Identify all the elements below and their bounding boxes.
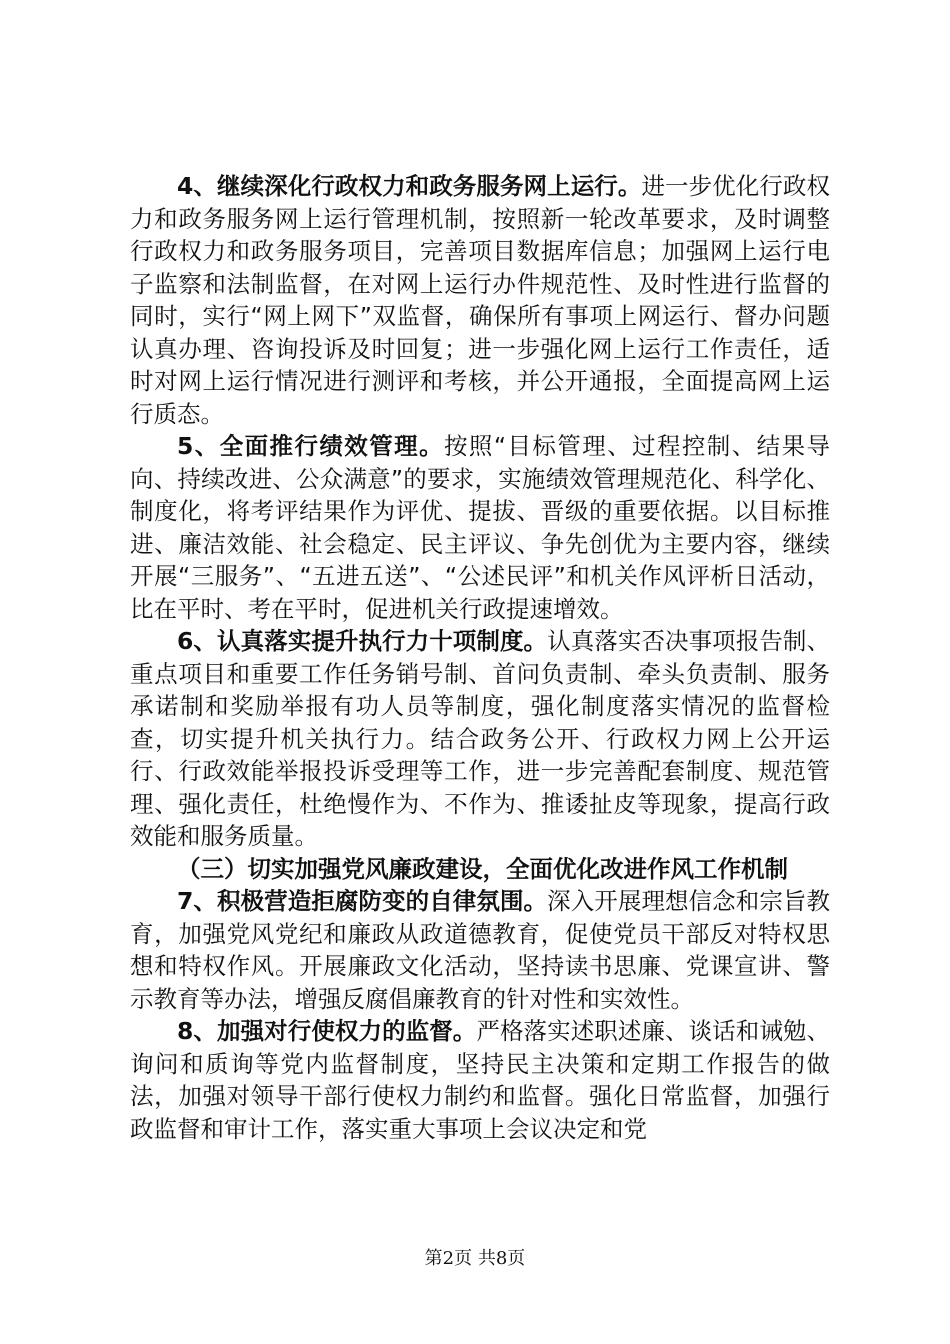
paragraph-7	[130, 885, 830, 1015]
paragraph-4	[130, 170, 830, 430]
paragraph-title: 7、积极营造拒腐防变的自律氛围。	[177, 887, 548, 915]
paragraph-5	[130, 430, 830, 625]
paragraph-title: 5、全面推行绩效管理。	[177, 432, 444, 460]
paragraph-title: 6、认真落实提升执行力十项制度。	[177, 627, 548, 655]
page-number-footer: 第2页 共8页	[424, 1248, 526, 1269]
paragraph-8	[130, 1015, 830, 1145]
section-heading: （三）切实加强党风廉政建设，全面优化改进作风工作机制	[177, 854, 788, 883]
document-body	[130, 170, 830, 1145]
paragraph-text: 按照“目标管理、过程控制、结果导向、持续改进、公众满意”的要求，实施绩效管理规范化、科学化、制度化，将考评结果作为评优、提拔、晋级的重要依据。以目标推进、廉洁效能、社会稳定、民主评议、争先创优为主要内容，继续开展“三服务”、“五进五送”、“公述民评”和机关作风评析日活动，比在平时、考在平时，促进机关行政提速增效。	[130, 432, 830, 623]
paragraph-text: 严格落实述职述廉、谈话和诫勉、询问和质询等党内监督制度，坚持民主决策和定期工作报告的做法，加强对领导干部行使权力制约和监督。强化日常监督，加强行政监督和审计工作，落实重大事项上会议决定和党	[130, 1017, 831, 1143]
paragraph-6	[130, 625, 830, 853]
paragraph-text: 深入开展理想信念和宗旨教育，加强党风党纪和廉政从政道德教育，促使党员干部反对特权思想和特权作风。开展廉政文化活动，坚持读书思廉、党课宣讲、警示教育等办法，增强反腐倡廉教育的针对性和实效性。	[130, 887, 830, 1013]
paragraph-title: 4、继续深化行政权力和政务服务网上运行。	[177, 172, 642, 200]
paragraph-text: 认真落实否决事项报告制、重点项目和重要工作任务销号制、首问负责制、牵头负责制、服务承诺制和奖励举报有功人员等制度，强化制度落实情况的监督检查，切实提升机关执行力。结合政务公开、行政权力网上公开运行、行政效能举报投诉受理等工作，进一步完善配套制度、规范管理、强化责任，杜绝慢作为、不作为、推诿扯皮等现象，提高行政效能和服务质量。	[130, 627, 830, 850]
paragraph-text: 进一步优化行政权力和政务服务网上运行管理机制，按照新一轮改革要求，及时调整行政权力和政务服务项目，完善项目数据库信息；加强网上运行电子监察和法制监督，在对网上运行办件规范性、及时性进行监督的同时，实行“网上网下”双监督，确保所有事项上网运行、督办问题认真办理、咨询投诉及时回复；进一步强化网上运行工作责任，适时对网上运行情况进行测评和考核，并公开通报，全面提高网上运行质态。	[130, 172, 830, 428]
paragraph-title: 8、加强对行使权力的监督。	[177, 1017, 477, 1045]
